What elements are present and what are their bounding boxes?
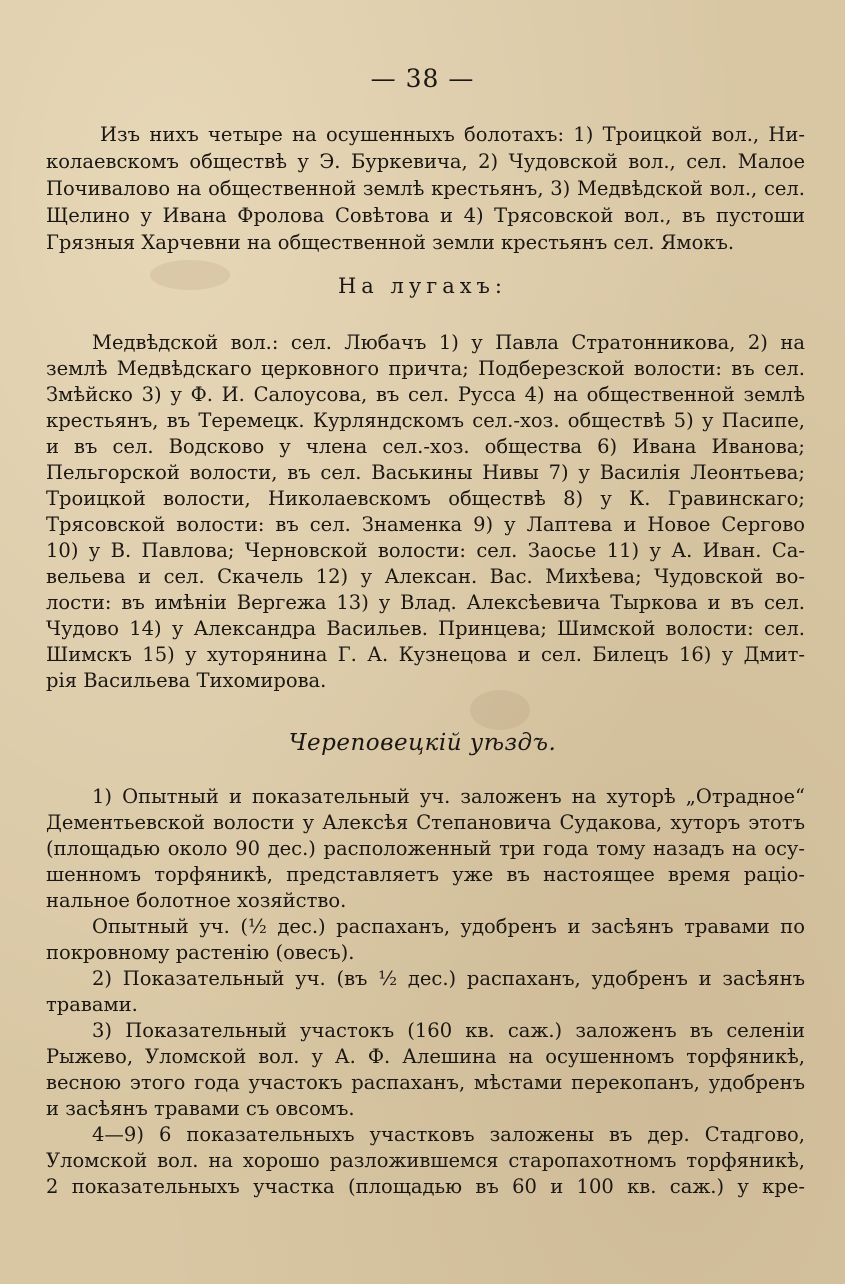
text-line: покровному растенію (овесъ).: [46, 941, 355, 964]
text-line: Медвѣдской вол.: сел. Любачъ 1) у Павла Стратонникова, 2) на: [92, 331, 805, 354]
text-line: шенномъ торфяникѣ, представляетъ уже въ настоящее время раціо-: [46, 863, 805, 886]
text-line: и въ сел. Водсково у члена сел.-хоз. общества 6) Ивана Иванова;: [46, 435, 805, 458]
text-line: 10) у В. Павлова; Черновской волости: сел. Заосье 11) у А. Иван. Са-: [46, 539, 805, 562]
text-line: 2 показательныхъ участка (площадью въ 60 и 100 кв. саж.) у кре-: [46, 1175, 805, 1198]
text-line: 4—9) 6 показательныхъ участковъ заложены въ дер. Стадгово,: [92, 1123, 805, 1146]
text-line: 2) Показательный уч. (въ ½ дес.) распаханъ, удобренъ и засѣянъ: [92, 967, 805, 990]
text-line: Изъ нихъ четыре на осушенныхъ болотахъ: 1) Троицкой вол., Ни-: [100, 123, 805, 146]
paper-stain: [470, 690, 530, 730]
text-line: 1) Опытный и показательный уч. заложенъ на хуторѣ „Отрадное“: [92, 785, 805, 808]
text-line: Чудово 14) у Александра Васильев. Принцева; Шимской волости: сел.: [46, 617, 805, 640]
text-line: Щелино у Ивана Фролова Совѣтова и 4) Трясовской вол., въ пустоши: [46, 204, 805, 227]
text-line: лости: въ имѣніи Вергежа 13) у Влад. Алексѣевича Тыркова и въ сел.: [46, 591, 805, 614]
text-line: крестьянъ, въ Теремецк. Курляндскомъ сел.-хоз. обществѣ 5) у Пасипе,: [46, 409, 805, 432]
text-line: Пельгорской волости, въ сел. Васькины Нивы 7) у Василія Леонтьева;: [46, 461, 805, 484]
text-line: Рыжево, Уломской вол. у А. Ф. Алешина на осушенномъ торфяникѣ,: [46, 1045, 805, 1068]
text-line: весною этого года участокъ распаханъ, мѣстами перекопанъ, удобренъ: [46, 1071, 805, 1094]
text-line: Почивалово на общественной землѣ крестьянъ, 3) Медвѣдской вол., сел.: [46, 177, 805, 200]
text-line: Опытный уч. (½ дес.) распаханъ, удобренъ и засѣянъ травами по: [92, 915, 805, 938]
page-number: — 38 —: [370, 64, 475, 93]
text-line: Уломской вол. на хорошо разложившемся старопахотномъ торфяникѣ,: [46, 1149, 805, 1172]
text-line: Змѣйско 3) у Ф. И. Салоусова, въ сел. Русса 4) на общественной землѣ: [46, 383, 805, 406]
text-line: травами.: [46, 993, 138, 1016]
text-line: Трясовской волости: въ сел. Знаменка 9) у Лаптева и Новое Сергово: [46, 513, 805, 536]
text-line: нальное болотное хозяйство.: [46, 889, 347, 912]
text-line: вельева и сел. Скачель 12) у Алексан. Вас. Михѣева; Чудовской во-: [46, 565, 805, 588]
text-line: Шимскъ 15) у хуторянина Г. А. Кузнецова и сел. Билецъ 16) у Дмит-: [46, 643, 805, 666]
text-line: и засѣянъ травами съ овсомъ.: [46, 1097, 355, 1120]
text-line: (площадью около 90 дес.) расположенный три года тому назадъ на осу-: [46, 837, 805, 860]
text-line: Грязныя Харчевни на общественной земли крестьянъ сел. Ямокъ.: [46, 231, 735, 254]
text-line: Дементьевской волости у Алексѣя Степановича Судакова, хуторъ этотъ: [46, 811, 805, 834]
text-line: Троицкой волости, Николаевскомъ обществѣ 8) у К. Гравинскаго;: [46, 487, 805, 510]
text-line: землѣ Медвѣдскаго церковного причта; Подберезской волости: въ сел.: [46, 357, 805, 380]
text-line: колаевскомъ обществѣ у Э. Буркевича, 2) Чудовской вол., сел. Малое: [46, 150, 805, 173]
text-line: 3) Показательный участокъ (160 кв. саж.) заложенъ въ селеніи: [92, 1019, 805, 1042]
text-line: рія Васильева Тихомирова.: [46, 669, 327, 692]
section-heading-uyezd: Череповецкій уѣздъ.: [288, 730, 557, 756]
section-heading-meadows: На лугахъ:: [337, 274, 507, 298]
